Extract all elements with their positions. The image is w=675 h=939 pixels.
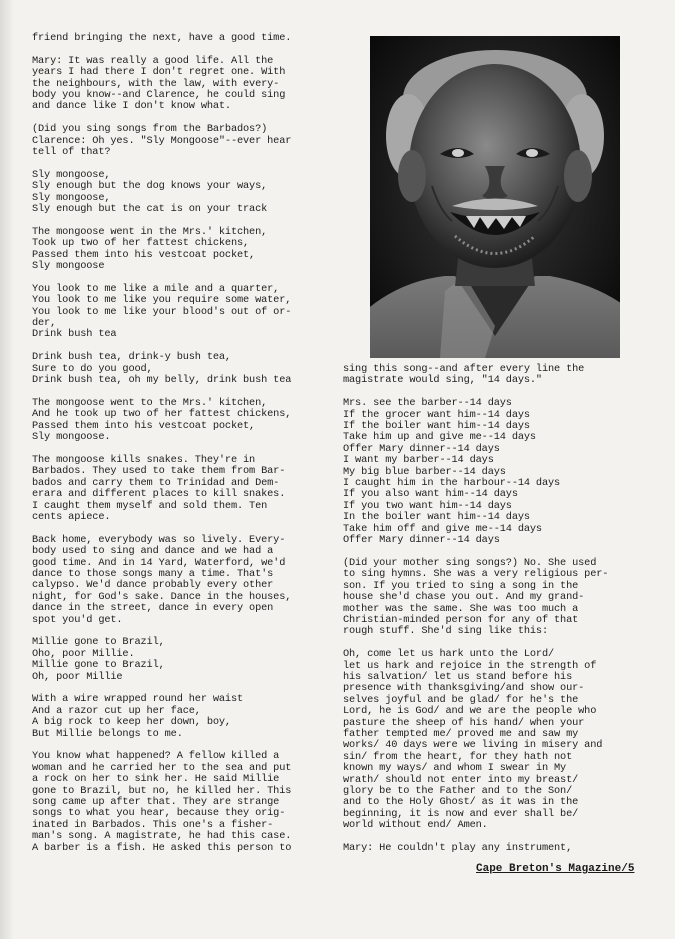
song-verse: With a wire wrapped round her waist And a razor cut up her face, A big rock to keep her down, boy, But Millie belongs to me.	[32, 693, 244, 740]
song-verse: The mongoose went in the Mrs.' kitchen, Took up two of her fattest chickens, Passed them into his vestcoat pocket, Sly mongoose	[32, 225, 268, 273]
portrait-photo	[370, 36, 620, 358]
paragraph: sing this song--and after every line the magistrate would sing, "14 days."	[343, 363, 585, 387]
song-verse: Mrs. see the barber--14 days If the grocer want him--14 days If the boiler want him--14 days Take him up and give me--14 days Offer Mary dinner--14 days I want my barber--14 days My big blue barber--14 days I caught him in the harbour--14 days If you also want him--14 days If you two want him--14 days In the boiler want him--14 days Take him off and give me--14 days Offer Mary dinner--14 days	[343, 397, 561, 547]
page-edge-shadow	[0, 0, 14, 939]
paragraph: Back home, everybody was so lively. Every- body used to sing and dance and we had a good time. And in 14 Yard, Waterford, we'd dance to those songs many a time. That's calypso. We'd dance probably every other night, for God's sake. Dance in the houses, dance in the street, dance in every open spot you'd get.	[32, 533, 292, 626]
paragraph: (Did your mother sing songs?) No. She used to sing hymns. She was a very religious per- son. If you tried to sing a song in the house she'd chase you out. And my grand- mother was the same. She was too much a Christian-minded person for any of that rough stuff. She'd sing like this:	[343, 556, 609, 638]
paragraph: friend bringing the next, have a good time.	[32, 32, 292, 44]
song-verse: Drink bush tea, drink-y bush tea, Sure to do you good, Drink bush tea, oh my belly, drink bush tea	[32, 351, 292, 387]
paragraph: The mongoose kills snakes. They're in Barbados. They used to take them from Bar- bados and carry them to Trinidad and Dem- erara and different places to kill snakes. I caught them myself and sold them. Ten cents apiece.	[32, 453, 286, 523]
paragraph: Mary: He couldn't play any instrument,	[343, 842, 573, 854]
paragraph: You know what happened? A fellow killed a woman and he carried her to the sea and put a rock on her to sink her. He said Millie gone to Brazil, but no, he killed her. This song came up after that. They are strange songs to what you hear, because they orig- inated in Barbados. This one's a fisher- man's song. A magistrate, he had this case. A barber is a fish. He asked this person to	[32, 750, 292, 854]
song-verse: You look to me like a mile and a quarter, You look to me like you require some water, You look to me like your blood's out of or- der, Drink bush tea	[32, 282, 292, 341]
page-footer: Cape Breton's Magazine/5	[476, 863, 635, 875]
song-verse: The mongoose went to the Mrs.' kitchen, And he took up two of her fattest chickens, Passed them into his vestcoat pocket, Sly mongoose.	[32, 396, 292, 444]
left-text-column	[32, 33, 337, 865]
paragraph: Mary: It was really a good life. All the years I had there I don't regret one. With the neighbours, with the law, with every- body you know--and Clarence, he could sing and dance like I don't know what.	[32, 54, 286, 113]
portrait-image	[370, 36, 620, 358]
hymn-text: Oh, come let us hark unto the Lord/ let us hark and rejoice in the strength of his salvation/ let us stand before his presence with thanksgiving/and show our- selves joyful and be glad/ for he's the Lord, he is God/ and we are the people who pasture the sheep of his hand/ when your father tempted me/ proved me and saw my works/ 40 days were we living in misery and sin/ from the heart, for they hath not known my ways/ and whom I swear in My wrath/ should not enter into my breast/ glory be to the Father and to the Son/ and to the Holy Ghost/ as it was in the beginning, it is now and ever shall be/ world without end/ Amen.	[343, 648, 603, 832]
song-verse: Millie gone to Brazil, Oho, poor Millie. Millie gone to Brazil, Oh, poor Millie	[32, 636, 165, 683]
song-verse: Sly mongoose, Sly enough but the dog knows your ways, Sly mongoose, Sly enough but the cat is on your track	[32, 168, 268, 216]
paragraph: (Did you sing songs from the Barbados?) Clarence: Oh yes. "Sly Mongoose"--ever hear tell of that?	[32, 123, 292, 159]
right-text-column	[343, 364, 643, 866]
